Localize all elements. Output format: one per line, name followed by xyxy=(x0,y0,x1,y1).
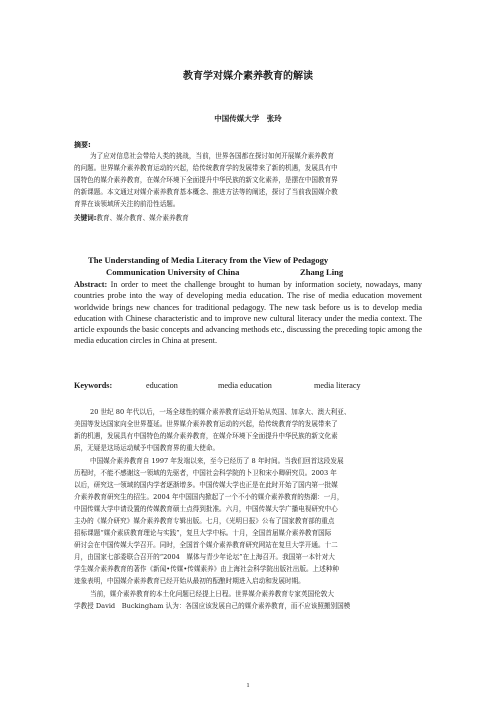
body-line: 月，由国家七部委联合召开的“2004 媒体与青少年论坛”在上海召开。我国第一本针对大 xyxy=(74,553,335,561)
body-line: 当前，媒介素养教育的本土化问题已经提上日程。世界媒介素养教育专家英国伦敦大 xyxy=(90,590,334,598)
en-affiliation: Communication University of China xyxy=(106,267,240,277)
abstract-cn-line: 国特色的媒介素养教育，在媒介环境下全面提升中华民族的新文化素养，是摆在中国教育界 xyxy=(74,176,338,184)
en-author: Zhang Ling xyxy=(300,267,344,277)
body-line: 质，无疑是这场运动赋予中国教育界的重大使命。 xyxy=(74,444,220,452)
body-line: 新的机遇，发展具有中国特色的媒介素养教育，在媒介环境下全面提升中华民族的新文化素 xyxy=(74,432,338,440)
body-line: 历程时，不能不感谢这一领域的先驱者，中国社会科学院的卜卫和宋小卿研究员。2003 年 xyxy=(74,469,337,477)
abstract-cn-label: 摘要: xyxy=(74,141,91,149)
body-line: 招标课题“媒介素质教育理论与实践”，复旦大学中标。十月，全国首届媒介素养教育国际 xyxy=(74,529,332,537)
keywords-en xyxy=(74,380,422,391)
abstract-cn-line: 的新课题。本文通过对媒介素养教育基本概念、推进方法等的阐述，探讨了当前我国媒介教 xyxy=(74,188,338,196)
body-line: 介素养教育研究生的招生。2004 年中国国内掀起了一个不小的媒介素养教育的热潮：一月， xyxy=(74,493,344,501)
keyword-item: media literacy xyxy=(314,381,361,390)
keyword-item: media education xyxy=(218,381,272,390)
keyword-item: education xyxy=(146,381,178,390)
abstract-cn-line: 为了应对信息社会带给人类的挑战，当前，世界各国都在探讨如何开展媒介素养教育 xyxy=(90,152,334,160)
abstract-cn-line: 育界在该领域所关注的前沿性话题。 xyxy=(74,200,180,208)
body-line: 迹象表明，中国媒介素养教育已经开始从最初的酝酿时期进入启动和发展时期。 xyxy=(74,577,305,585)
abstract-en-label: Abstract: xyxy=(74,280,108,289)
page-number: 1 xyxy=(246,682,250,689)
abstract-en-text: In order to meet the challenge brought to human by information society, nowadays, many countries probe into the way of developing media education. The rise of media education movement worldwide brings new chances for traditional pedagogy. The new task before us is to develop media education with Chinese characteristic and to improve new cultural literacy under the media context. The article expounds the basic concepts and advancing methods etc., discussing the preceding topic among the media education circles in China at present. xyxy=(74,280,422,346)
keywords-cn xyxy=(74,213,189,224)
paper-author: 中国传媒大学 张玲 xyxy=(214,114,282,123)
paper-title: 教育学对媒介素养教育的解读 xyxy=(183,71,313,82)
body-line: 学教授 David Buckingham 认为：各国应该发展自己的媒介素养教育，而不应该照搬别国模 xyxy=(74,602,351,610)
body-line: 学生媒介素养教育的著作《新闻•传媒•传媒素养》由上海社会科学院出版社出版。上述种种 xyxy=(74,565,339,573)
en-title: The Understanding of Media Literacy from the View of Pedagogy xyxy=(88,255,329,265)
body-line: 中国媒介素养教育自 1997 年发端以来，至今已经历了 8 年时间。当我们回首这段发展 xyxy=(90,457,344,465)
body-line: 中国传媒大学申请设置的传媒教育硕士点得到批准。六月，中国传媒大学广播电视研究中心 xyxy=(74,505,338,513)
body-line: 研讨会在中国传媒大学召开。同时，全国首个媒介素养教育研究网站在复旦大学开通。十二 xyxy=(74,541,338,549)
keywords-cn-text: 教育、媒介教育、媒介素养教育 xyxy=(96,214,189,222)
keywords-en-label: Keywords: xyxy=(74,381,113,390)
body-line: 以后，研究这一领域的国内学者逐渐增多。中国传媒大学也正是在此时开始了国内第一批媒 xyxy=(74,481,338,489)
body-line: 20 世纪 80 年代以后，一场全球性的媒介素养教育运动开始从英国、加拿大、澳大利亚、 xyxy=(90,408,351,416)
abstract-en xyxy=(74,279,422,347)
abstract-cn-line: 的问题。世界媒介素养教育运动的兴起，给传统教育学的发展带来了新的机遇，发展具有中 xyxy=(74,164,338,172)
body-line: 美国等发达国家向全世界蔓延。世界媒介素养教育运动的兴起，给传统教育学的发展带来了 xyxy=(74,420,338,428)
keywords-cn-label: 关键词: xyxy=(74,214,97,222)
body-line: 主办的《媒介研究》媒介素养教育专辑出版。七月，《光明日报》公布了国家教育部的重点 xyxy=(74,517,335,525)
